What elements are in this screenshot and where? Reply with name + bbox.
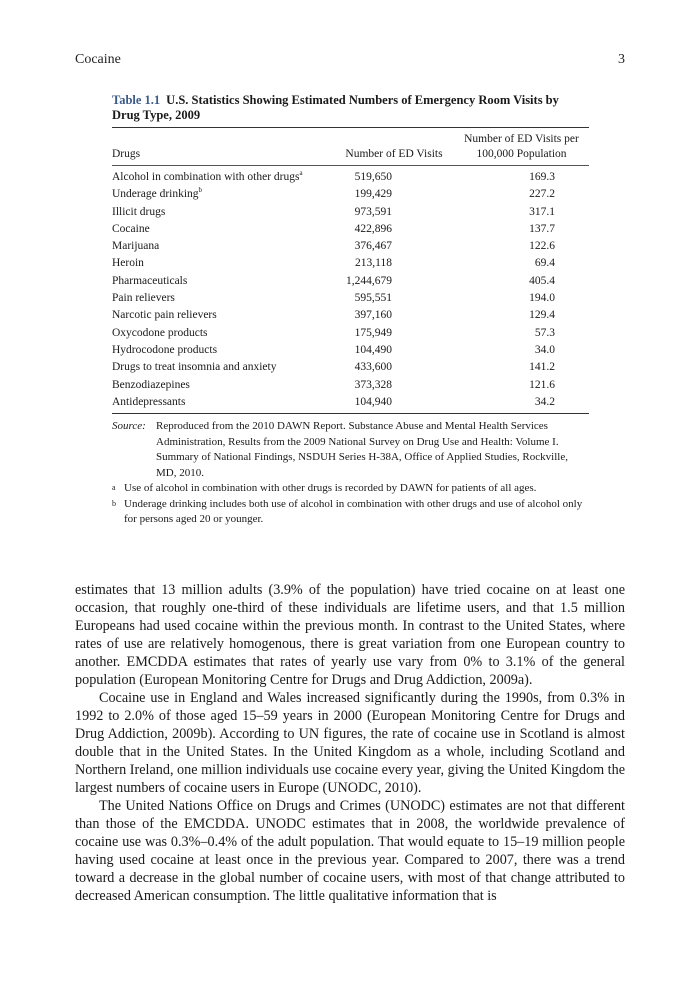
drug-name-cell <box>112 204 334 221</box>
drug-name: Drugs to treat insomnia and anxiety <box>112 361 277 374</box>
ed-visits-cell: 397,160 <box>354 309 392 322</box>
drug-name: Pain relievers <box>112 292 175 305</box>
table-row <box>112 255 589 272</box>
drug-name: Benzodiazepines <box>112 378 190 391</box>
ed-visits-cell: 376,467 <box>354 240 392 253</box>
ed-visits-per-100k-cell: 141.2 <box>529 361 555 374</box>
ed-visits-per-100k-cell: 405.4 <box>529 274 555 287</box>
footnote-mark: b <box>112 498 116 508</box>
header-ed-visits: Number of ED Visits <box>334 128 454 166</box>
drug-name: Heroin <box>112 257 144 270</box>
ed-visits-per-100k-cell: 121.6 <box>529 378 555 391</box>
drug-name: Underage drinking <box>112 188 199 201</box>
drug-name: Illicit drugs <box>112 205 166 218</box>
table-row <box>112 377 589 394</box>
ed-visits-per-100k-cell: 317.1 <box>529 205 555 218</box>
drug-name-cell <box>112 273 334 290</box>
running-head <box>75 52 625 68</box>
drug-name-cell <box>112 186 334 203</box>
drug-name-cell <box>112 377 334 394</box>
footnote-mark: a <box>112 483 116 493</box>
footnote-text: Underage drinking includes both use of alcohol in combination with other drugs and use of alcohol only for persons aged 20 or younger. <box>124 497 583 526</box>
ed-visits-cell: 433,600 <box>354 361 392 374</box>
drug-name-cell <box>112 394 334 413</box>
footnote-a <box>112 481 589 497</box>
ed-visits-per-100k-cell: 69.4 <box>534 257 555 270</box>
table-notes <box>112 419 589 528</box>
table-row <box>112 273 589 290</box>
table-row <box>112 359 589 376</box>
statistics-table <box>112 128 589 413</box>
statistics-table-block <box>112 93 589 528</box>
ed-visits-cell: 519,650 <box>354 171 392 183</box>
table-caption <box>112 93 589 123</box>
page-number: 3 <box>618 52 625 67</box>
ed-visits-cell: 373,328 <box>354 378 392 391</box>
drug-name: Narcotic pain relievers <box>112 309 217 322</box>
table-row <box>112 166 589 187</box>
drug-name-cell <box>112 221 334 238</box>
table-row <box>112 238 589 255</box>
table-row <box>112 221 589 238</box>
source-label: Source: <box>112 420 146 433</box>
table-row <box>112 204 589 221</box>
header-drugs: Drugs <box>112 128 334 166</box>
ed-visits-per-100k-cell: 57.3 <box>534 326 555 339</box>
source-text: Reproduced from the 2010 DAWN Report. Substance Abuse and Mental Health Services Administration, Results from the 2009 National Survey on Drug Use and Health: Volume I. Summary of National Findings, NSDUH Series H-38A, Office of Applied Studies, Rockville, MD, 2010. <box>156 420 568 479</box>
footnote-marker: a <box>299 169 303 178</box>
ed-visits-cell: 104,940 <box>354 395 392 408</box>
drug-name-cell <box>112 238 334 255</box>
ed-visits-cell: 104,490 <box>354 343 392 356</box>
table-header-row <box>112 128 589 166</box>
drug-name-cell <box>112 166 334 187</box>
drug-name: Pharmaceuticals <box>112 274 188 287</box>
ed-visits-cell: 422,896 <box>354 222 392 235</box>
drug-name-cell <box>112 307 334 324</box>
body-paragraph: Cocaine use in England and Wales increased significantly during the 1990s, from 0.3% in 1992 to 2.0% of those aged 15–59 years in 2000 (European Monitoring Centre for Drugs and Drug Addiction, 2009b). According to UN figures, the rate of cocaine use in Scotland is almost double that in the United States. In the United Kingdom as a whole, including Scotland and Northern Ireland, one million individuals use cocaine every year, giving the United Kingdom the largest numbers of cocaine users in Europe (UNODC, 2010). <box>75 690 625 796</box>
table-row <box>112 342 589 359</box>
drug-name: Marijuana <box>112 240 160 253</box>
drug-name: Oxycodone products <box>112 326 208 339</box>
ed-visits-per-100k-cell: 194.0 <box>529 292 555 305</box>
body-paragraph: The United Nations Office on Drugs and Crimes (UNODC) estimates are not that different than those of the EMCDDA. UNODC estimates that in 2008, the worldwide prevalence of cocaine use was 0.3%–0.4% of the adult population. That would equate to 15–19 million people having used cocaine at least once in the previous year. Compared to 2007, there was a trend toward a decrease in the global number of cocaine users, with most of that change attributed to decreased American consumption. The little qualitative information that is <box>75 798 625 904</box>
footnote-text: Use of alcohol in combination with other drugs is recorded by DAWN for patients of all ages. <box>124 482 537 495</box>
table-number: Table 1.1 <box>112 93 161 107</box>
table-title: U.S. Statistics Showing Estimated Numbers of Emergency Room Visits by Drug Type, 2009 <box>112 93 559 122</box>
footnote-marker: b <box>198 186 203 195</box>
drug-name-cell <box>112 255 334 272</box>
table-row <box>112 186 589 203</box>
table-body <box>112 166 589 414</box>
body-paragraph: estimates that 13 million adults (3.9% of the population) have tried cocaine on at least one occasion, that roughly one-third of these individuals are lifetime users, and that 1.5 million Europeans had used cocaine within the previous month. In contrast to the United States, where rates of use are relatively homogenous, there is great variation from one European country to another. EMCDDA estimates that rates of yearly use vary from 0% to 3.1% of the general population (European Monitoring Centre for Drugs and Drug Addiction, 2009a). <box>75 582 625 688</box>
table-row <box>112 325 589 342</box>
ed-visits-cell: 595,551 <box>354 292 392 305</box>
drug-name-cell <box>112 290 334 307</box>
ed-visits-per-100k-cell: 34.0 <box>534 343 555 356</box>
ed-visits-per-100k-cell: 169.3 <box>529 171 555 183</box>
source-note <box>112 419 589 481</box>
drug-name-cell <box>112 342 334 359</box>
ed-visits-cell: 199,429 <box>354 188 392 201</box>
ed-visits-per-100k-cell: 122.6 <box>529 240 555 253</box>
drug-name: Antidepressants <box>112 395 186 408</box>
drug-name: Cocaine <box>112 222 150 235</box>
ed-visits-per-100k-cell: 129.4 <box>529 309 555 322</box>
table-bottom-rule <box>112 413 589 414</box>
ed-visits-per-100k-cell: 34.2 <box>534 395 555 408</box>
table-row <box>112 290 589 307</box>
ed-visits-cell: 175,949 <box>354 326 392 339</box>
ed-visits-per-100k-cell: 227.2 <box>529 188 555 201</box>
body-text <box>75 581 625 905</box>
drug-name-cell <box>112 359 334 376</box>
ed-visits-per-100k-cell: 137.7 <box>529 222 555 235</box>
header-ed-visits-per-100k: Number of ED Visits per 100,000 Population <box>454 128 589 166</box>
ed-visits-cell: 1,244,679 <box>346 274 392 287</box>
table-row <box>112 394 589 413</box>
drug-name-cell <box>112 325 334 342</box>
running-head-title: Cocaine <box>75 52 121 67</box>
footnote-b <box>112 497 589 528</box>
ed-visits-cell: 213,118 <box>355 257 392 270</box>
table-row <box>112 307 589 324</box>
ed-visits-cell: 973,591 <box>354 205 392 218</box>
drug-name: Hydrocodone products <box>112 343 218 356</box>
drug-name: Alcohol in combination with other drugs <box>112 171 300 183</box>
